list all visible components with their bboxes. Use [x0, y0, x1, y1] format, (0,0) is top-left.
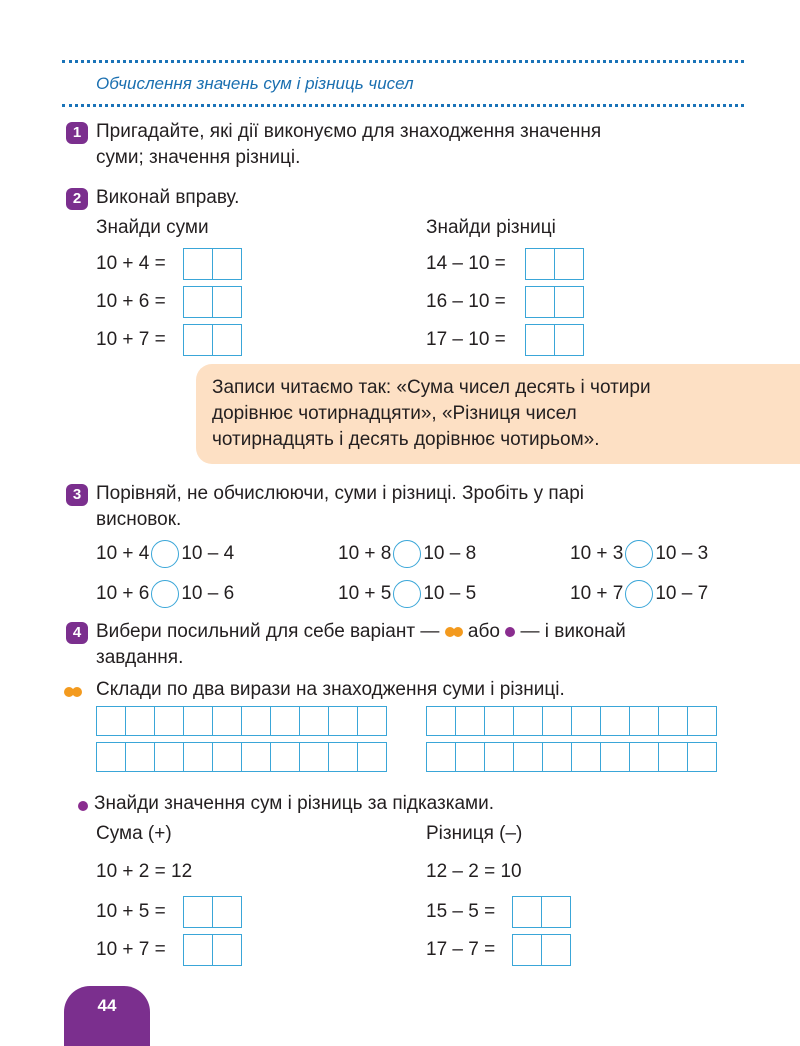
task-4-text-line2: завдання.	[96, 647, 184, 668]
diff-expression: 16 – 10 =	[426, 291, 506, 312]
answer-boxes[interactable]	[525, 248, 584, 280]
comparison-item	[570, 580, 708, 608]
sum-expression: 10 + 6 =	[96, 291, 166, 312]
note-line3: чотирнадцять і десять дорівнює чотирьом».	[212, 429, 600, 450]
comparison-left: 10 + 4	[96, 543, 150, 565]
answer-boxes[interactable]	[183, 324, 242, 356]
task-1-text-line1: Пригадайте, які дії виконуємо для знаходження значення	[96, 121, 602, 142]
comparison-left: 10 + 5	[338, 583, 392, 605]
comparison-right: 10 – 7	[655, 583, 709, 605]
diff-expression: 15 – 5 =	[426, 901, 496, 922]
task-4-text-b: або	[467, 621, 500, 642]
orange-dot-icon	[453, 627, 463, 637]
task-2-text: Виконай вправу.	[96, 187, 240, 208]
task-2-number: 2	[66, 188, 88, 210]
writing-grid[interactable]	[96, 706, 387, 736]
sum-expression: 10 + 7 =	[96, 329, 166, 350]
comparison-right: 10 – 4	[181, 543, 235, 565]
answer-boxes[interactable]	[183, 896, 242, 928]
comparison-item	[570, 540, 708, 568]
writing-grid[interactable]	[96, 742, 387, 772]
comparison-right: 10 – 8	[423, 543, 477, 565]
answer-boxes[interactable]	[525, 286, 584, 318]
task-4-text-c: — і виконай	[520, 621, 626, 642]
comparison-item	[96, 540, 234, 568]
sums-title: Знайди суми	[96, 217, 209, 238]
task-4-number: 4	[66, 622, 88, 644]
answer-boxes[interactable]	[512, 934, 571, 966]
sum-expression: 10 + 7 =	[96, 939, 166, 960]
task-3-number: 3	[66, 484, 88, 506]
sum-expression: 10 + 5 =	[96, 901, 166, 922]
answer-boxes[interactable]	[183, 248, 242, 280]
comparison-item	[338, 540, 476, 568]
diff-example: 12 – 2 = 10	[426, 861, 522, 882]
comparison-right: 10 – 5	[423, 583, 477, 605]
comparison-left: 10 + 8	[338, 543, 392, 565]
page-number: 44	[64, 986, 150, 1046]
diff-column-title: Різниця (–)	[426, 823, 523, 844]
diff-expression: 17 – 10 =	[426, 329, 506, 350]
task-3-text-line2: висновок.	[96, 509, 182, 530]
diffs-title: Знайди різниці	[426, 217, 556, 238]
sum-expression: 10 + 4 =	[96, 253, 166, 274]
variant-a-marker	[64, 683, 82, 701]
comparison-left: 10 + 6	[96, 583, 150, 605]
comparison-circle[interactable]	[151, 540, 179, 568]
comparison-left: 10 + 3	[570, 543, 624, 565]
answer-boxes[interactable]	[183, 286, 242, 318]
comparison-right: 10 – 6	[181, 583, 235, 605]
comparison-circle[interactable]	[393, 540, 421, 568]
task-1-text-line2: суми; значення різниці.	[96, 147, 301, 168]
sum-column-title: Сума (+)	[96, 823, 172, 844]
comparison-item	[338, 580, 476, 608]
writing-grid[interactable]	[426, 706, 717, 736]
divider-top	[62, 60, 744, 63]
comparison-circle[interactable]	[151, 580, 179, 608]
diff-expression: 14 – 10 =	[426, 253, 506, 274]
comparison-right: 10 – 3	[655, 543, 709, 565]
sum-example: 10 + 2 = 12	[96, 861, 193, 882]
variant-b-text: Знайди значення сум і різниць за підказками.	[94, 793, 494, 814]
divider-bottom	[62, 104, 744, 107]
comparison-circle[interactable]	[393, 580, 421, 608]
task-4-text-line1	[96, 620, 626, 644]
section-title: Обчислення значень сум і різниць чисел	[96, 74, 414, 93]
comparison-circle[interactable]	[625, 580, 653, 608]
task-1-number: 1	[66, 122, 88, 144]
answer-boxes[interactable]	[525, 324, 584, 356]
comparison-left: 10 + 7	[570, 583, 624, 605]
variant-a-text: Склади по два вирази на знаходження суми і різниці.	[96, 679, 565, 700]
diff-expression: 17 – 7 =	[426, 939, 496, 960]
reading-note	[196, 364, 800, 464]
writing-grid[interactable]	[426, 742, 717, 772]
purple-dot-icon	[505, 627, 515, 637]
comparison-item	[96, 580, 234, 608]
task-4-text-a: Вибери посильний для себе варіант —	[96, 621, 440, 642]
note-line2: дорівнює чотирнадцяти», «Різниця чисел	[212, 403, 577, 424]
comparison-circle[interactable]	[625, 540, 653, 568]
answer-boxes[interactable]	[183, 934, 242, 966]
variant-b-marker	[78, 797, 88, 815]
answer-boxes[interactable]	[512, 896, 571, 928]
note-line1: Записи читаємо так: «Сума чисел десять і чотири	[212, 377, 651, 398]
task-3-text-line1: Порівняй, не обчислюючи, суми і різниці. Зробіть у парі	[96, 483, 584, 504]
